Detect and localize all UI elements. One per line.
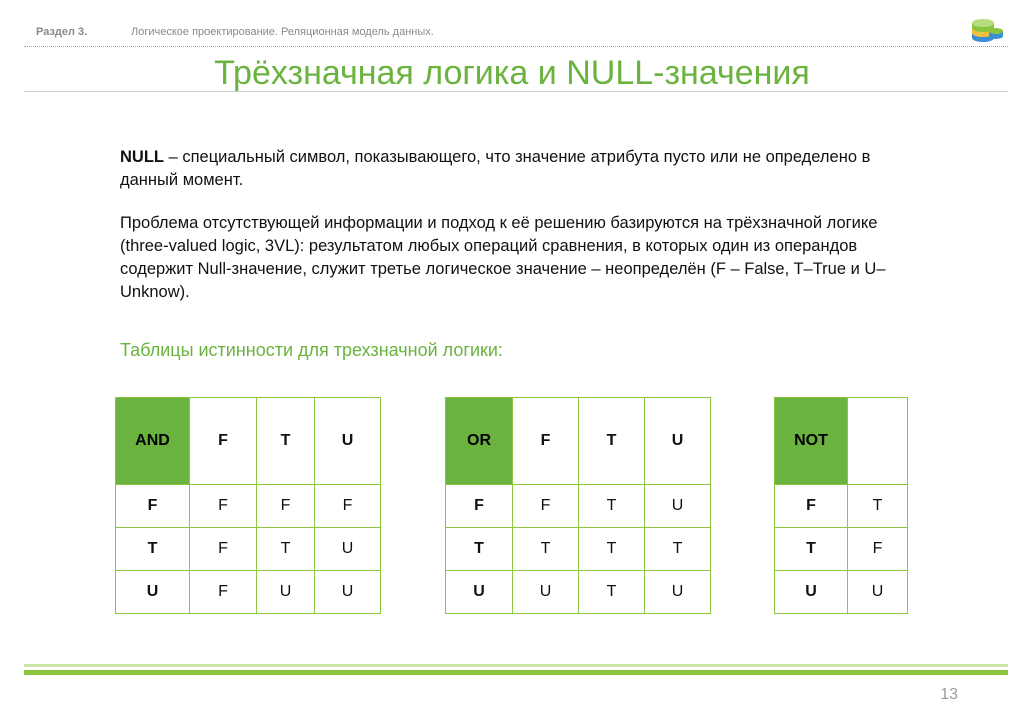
or-row-header: F xyxy=(446,485,513,528)
three-valued-logic-paragraph: Проблема отсутствующей информации и подход к её решению базируются на трёхзначной логике (three-valued logic, 3VL): результатом любых операций сравнения, в которых один из операндов содержит Null-значение, служит третье логическое значение – неопределён (F – False, T–True и U– Unknow). xyxy=(120,214,886,301)
and-cell: F xyxy=(190,528,257,571)
and-cell: F xyxy=(315,485,381,528)
table-row xyxy=(446,571,711,614)
and-row-header: F xyxy=(116,485,190,528)
null-definition-paragraph xyxy=(120,146,910,192)
and-col-header: F xyxy=(190,398,257,485)
table-row xyxy=(116,571,381,614)
truth-tables-heading: Таблицы истинности для трехзначной логики: xyxy=(120,340,503,360)
not-cell: T xyxy=(848,485,908,528)
table-row xyxy=(775,528,908,571)
and-cell: F xyxy=(190,571,257,614)
or-cell: T xyxy=(579,571,645,614)
and-cell: U xyxy=(315,571,381,614)
not-cell: F xyxy=(848,528,908,571)
or-cell: T xyxy=(579,528,645,571)
table-row xyxy=(775,571,908,614)
and-cell: F xyxy=(257,485,315,528)
table-row xyxy=(116,485,381,528)
not-row-header: U xyxy=(775,571,848,614)
or-corner-cell: OR xyxy=(446,398,513,485)
or-cell: F xyxy=(513,485,579,528)
table-row xyxy=(446,528,711,571)
and-col-header: U xyxy=(315,398,381,485)
table-row xyxy=(446,485,711,528)
and-cell: F xyxy=(190,485,257,528)
and-row-header: U xyxy=(116,571,190,614)
and-cell: U xyxy=(257,571,315,614)
title-underline xyxy=(24,91,1008,92)
not-cell: U xyxy=(848,571,908,614)
database-stack-icon xyxy=(970,16,1004,44)
or-cell: U xyxy=(645,571,711,614)
not-empty-header xyxy=(848,398,908,485)
or-cell: T xyxy=(645,528,711,571)
header-section: Раздел 3. xyxy=(36,26,88,38)
or-cell: U xyxy=(513,571,579,614)
or-truth-table xyxy=(445,397,711,614)
or-row-header: U xyxy=(446,571,513,614)
and-truth-table xyxy=(115,397,381,614)
table-row xyxy=(775,485,908,528)
table-row xyxy=(116,528,381,571)
page-number: 13 xyxy=(940,686,958,703)
footer-band xyxy=(24,670,1008,675)
and-row-header: T xyxy=(116,528,190,571)
and-cell: U xyxy=(315,528,381,571)
or-cell: T xyxy=(513,528,579,571)
and-corner-cell: AND xyxy=(116,398,190,485)
not-truth-table xyxy=(774,397,908,614)
null-definition-text: – специальный символ, показывающего, что значение атрибута пусто или не определено в данный момент. xyxy=(120,148,871,189)
and-cell: T xyxy=(257,528,315,571)
header-subtitle: Логическое проектирование. Реляционная модель данных. xyxy=(131,26,434,38)
or-col-header: F xyxy=(513,398,579,485)
or-row-header: T xyxy=(446,528,513,571)
or-col-header: T xyxy=(579,398,645,485)
not-corner-cell: NOT xyxy=(775,398,848,485)
or-col-header: U xyxy=(645,398,711,485)
header-divider xyxy=(24,46,1008,47)
footer-band-light xyxy=(24,664,1008,667)
or-cell: U xyxy=(645,485,711,528)
or-cell: T xyxy=(579,485,645,528)
page-title: Трёхзначная логика и NULL-значения xyxy=(214,54,810,92)
and-col-header: T xyxy=(257,398,315,485)
null-term: NULL xyxy=(120,148,164,166)
not-row-header: F xyxy=(775,485,848,528)
not-row-header: T xyxy=(775,528,848,571)
